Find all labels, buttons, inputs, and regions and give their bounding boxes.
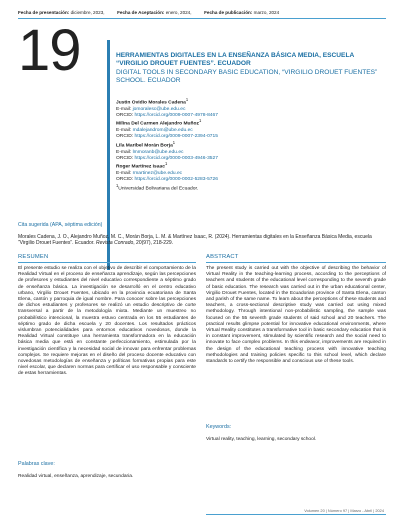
orcid-label: ORCID: [116,112,135,118]
orcid-label: ORCID: [116,134,135,140]
keywords-heading: Keywords: [206,424,232,430]
citation-journal: Revista Conrado [96,240,134,247]
author-name: Lila Maribel Morán Borja [116,143,173,149]
publication-date-value: marzo, 2024 [253,10,280,15]
email-label: E-mail: [116,106,133,112]
author-name: Roger Martínez Isaac [116,165,165,171]
abstract-text: The present study is carried out with the objective of describing the behavior of Virtual Reality in the teaching-learning process, according to the perceptions of teachers and students of the educational level corresponding to the seventh grade of basic education. The research was carried out in the urban educational center, Virgilio Drouet Fuentes, located in the Ecuadorian province of Santa Elena, canton and parish of the same name. To learn about the perceptions of these students and teachers, a cross-sectional descriptive study was carried out using mixed methodology. Through intentional non-probabilistic sampling, the sample was focused on the 55 seventh grade students of said school and 20 teachers. The practical results glimpse potential for innovative educational environments, where Virtual Reality constitutes a transformative tool in basic secondary education that is in constant improvement, stimulated by scientific research and the social need to innovate to face complex problems. In this endeavor, improvements are required in the design of the educational teaching process with innovative teaching methodologies and training policies specific to this school level, which declare standards to certify the responsible and conscious use of these tools. [206,266,386,365]
email-label: E-mail: [116,171,133,177]
author-email-link[interactable]: jomoralesc@ube.edu.ec [132,106,186,112]
citation-volume-pages: , 20(97), 218-229. [133,240,174,247]
affiliation-mark: 1 [116,182,119,188]
orcid-label: ORCID: [116,155,135,161]
abstract-divider [206,262,386,263]
author-orcid-link[interactable]: https://orcid.org/0000-0003-4946-3527 [134,155,218,161]
keywords-text: Virtual reality, teaching, learning, secondary school. [206,437,317,442]
resumen-heading: RESUMEN [18,254,49,260]
palabras-clave-heading: Palabras clave: [18,461,55,467]
author-name: Milina Del Carmen Alejandro Muñoz [116,122,199,128]
author-block [116,161,386,182]
affiliation-name: Universidad Bolivariana del Ecuador. [118,186,199,192]
author-block [116,97,386,118]
footer-divider [206,514,386,515]
title-spanish: HERRAMIENTAS DIGITALES EN LA ENSEÑANZA BÁSICA MEDIA, ESCUELA “VIRGILIO DROUET FUENTES”. ECUADOR [116,52,354,67]
acceptance-date-value: enero, 2024, [165,10,192,15]
acceptance-date-label: Fecha de Aceptación: [117,10,165,15]
presentation-date-label: Fecha de presentación: [18,10,70,15]
citation-heading: Cita sugerida (APA, séptima edición) [18,222,103,228]
author-affiliation-mark: 1 [185,97,189,102]
orcid-label: ORCID: [116,176,135,182]
publication-dates [18,10,279,15]
palabras-clave-text: Realidad virtual, enseñanza, aprendizaje, secundaria. [18,474,134,479]
author-list [116,97,386,193]
author-orcid-link[interactable]: https://orcid.org/0009-0007-4978-8467 [134,112,218,118]
issue-footer: Volumen 20 | Número 97 | Marzo - Abril | 2024 [304,508,384,513]
author-email-link[interactable]: lmmoranb@ube.edu.ec [132,149,184,155]
email-label: E-mail: [116,149,133,155]
author-affiliation-mark: 1 [172,139,176,145]
resumen-text: El presente estudio se realiza con el objetivo de describir el comportamiento de la Realidad Virtual en el proceso de enseñanza aprendizaje, según las percepciones de profesores y estudiantes del nivel educativo correspondiente a séptimo grado de enseñanza básica. La investigación se desarrolló en el centro educativo urbano, Virgilio Drouet Fuentes, ubicado en la provincia ecuatoriana de Santa Elena, cantón y parroquia de igual nombre. Para conocer sobre las percepciones de dichos estudiantes y profesores se realizó un estudio descriptivo de corte transversal a partir de la metodología mixta. Mediante un muestreo no probabilístico intencional, la muestra estuvo centrada en los 55 estudiantes de séptimo grado de dicha escuela y 20 docentes. Los resultados prácticos vislumbran potencialidades para entornos educativos novedosos, donde la Realidad Virtual constituye una herramienta transformadora en la educación básica media que está en constante perfeccionamiento, estimulada por la investigación científica y la necesidad social de innovar para enfrentar problemas complejos. Se requiere mejoras en el diseño del proceso docente educativo con novedosas metodologías de enseñanza y políticas formativas propias para este nivel escolar, que declaren normas para certificar el uso responsable y consciente de estas herramientas. [18,266,196,377]
author-affiliation-mark: 1 [198,118,202,124]
resumen-divider [18,262,196,263]
author-affiliation-mark: 1 [164,161,168,167]
email-label: E-mail: [116,128,133,134]
author-block [116,118,386,139]
presentation-date-value: diciembre, 2023, [70,10,105,15]
abstract-heading: ABSTRACT [206,254,239,260]
author-orcid-link[interactable]: https://orcid.org/0000-0002-5283-5726 [134,176,218,182]
publication-date-label: Fecha de publicación: [204,10,253,15]
article-number: 19 [18,18,81,83]
author-block [116,140,386,161]
affiliation [116,183,386,193]
author-name: Justin Ovidio Morales Cadena [116,100,186,106]
author-orcid-link[interactable]: https://orcid.org/0009-0007-2394-0715 [134,134,218,140]
author-email-link[interactable]: rmartinez@ube.edu.ec [132,171,183,177]
suggested-citation [18,234,386,247]
title-english: DIGITAL TOOLS IN SECONDARY BASIC EDUCATION, “VIRGILIO DROUET FUENTES” SCHOOL. ECUADOR [116,69,378,84]
author-email-link[interactable]: mdalejandrom@ube.edu.ec [132,128,193,134]
citation-text: Morales Cadena, J. O., Alejandro Muñoz, M. C., Morán Borja, L. M. & Martínez Isaac, R. (2024). Herramientas digitales en la Enseñanza Básica Media, escuela “Virgilio Drouet Fuentes”. Ecuador. [18,234,372,247]
